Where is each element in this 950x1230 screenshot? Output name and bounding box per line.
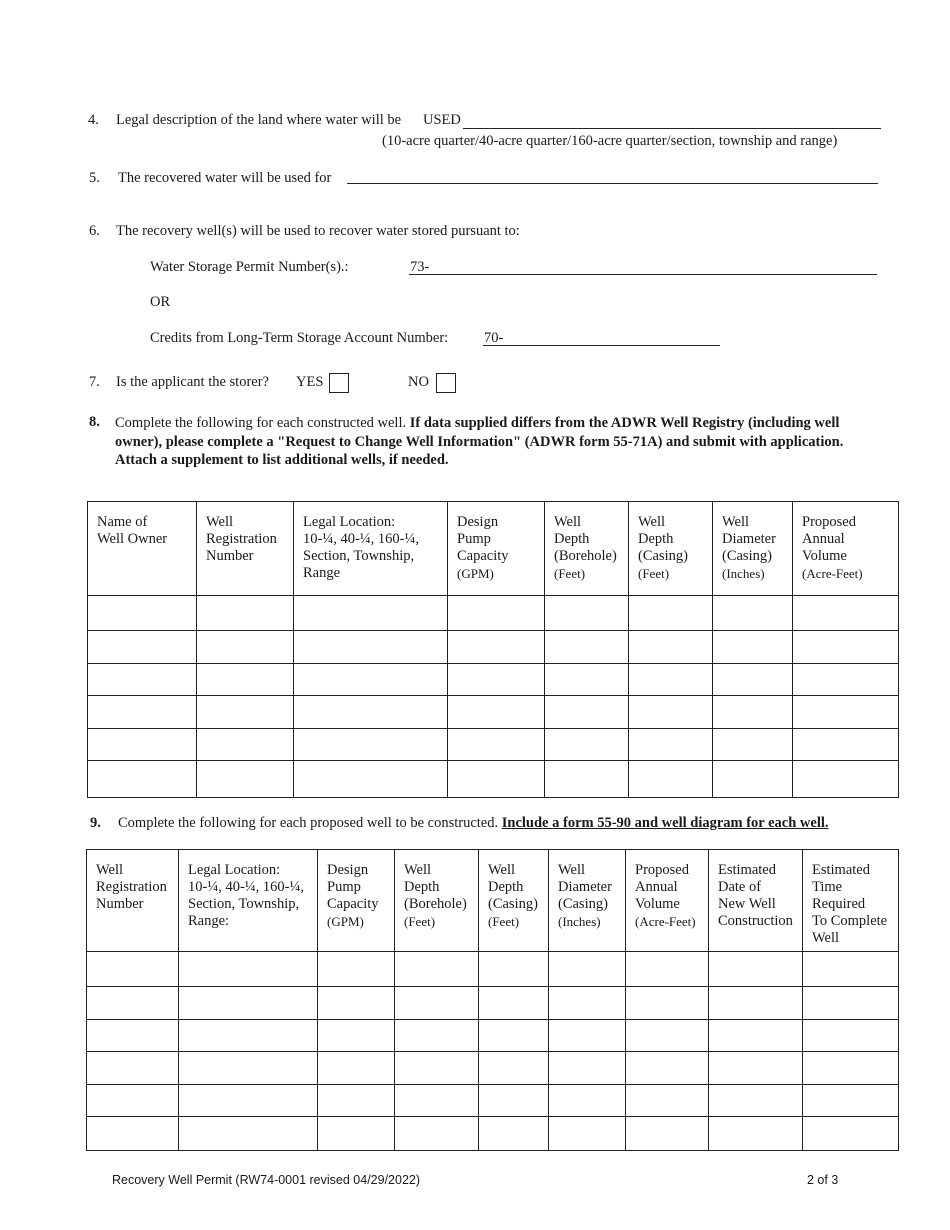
table-cell-input[interactable]	[479, 987, 549, 1020]
column-header	[197, 502, 294, 596]
table-cell-input[interactable]	[395, 1052, 479, 1085]
column-header-unit: (GPM)	[327, 914, 364, 929]
table-cell-input[interactable]	[549, 1020, 626, 1052]
table-row	[87, 1085, 899, 1117]
table-cell-input[interactable]	[545, 664, 629, 696]
column-header	[179, 850, 318, 952]
yes-checkbox[interactable]	[329, 373, 349, 393]
table-cell-input[interactable]	[479, 1085, 549, 1117]
column-header-label: Legal Location: 10-¼, 40-¼, 160-¼, Section, Township, Range:	[188, 862, 304, 929]
table-row	[88, 761, 899, 798]
table-cell-input[interactable]	[793, 664, 899, 696]
table-cell-input[interactable]	[803, 1052, 899, 1085]
column-header	[318, 850, 395, 952]
table-cell-input[interactable]	[197, 664, 294, 696]
table-cell-input[interactable]	[88, 696, 197, 729]
column-header	[545, 502, 629, 596]
column-header	[629, 502, 713, 596]
table-cell-input[interactable]	[549, 952, 626, 987]
table-cell-input[interactable]	[709, 1085, 803, 1117]
proposed-wells-table	[86, 849, 899, 1151]
table-cell-input[interactable]	[179, 1020, 318, 1052]
column-header-unit: (Feet)	[404, 914, 436, 929]
column-header	[87, 850, 179, 952]
table-cell-input[interactable]	[709, 987, 803, 1020]
table-cell-input[interactable]	[88, 729, 197, 761]
table-cell-input[interactable]	[87, 1020, 179, 1052]
column-header	[793, 502, 899, 596]
table-cell-input[interactable]	[545, 631, 629, 664]
q5-number: 5.	[89, 170, 100, 186]
table-cell-input[interactable]	[713, 596, 793, 631]
table-cell-input[interactable]	[713, 631, 793, 664]
column-header	[448, 502, 545, 596]
table-cell-input[interactable]	[629, 664, 713, 696]
constructed-wells-table	[87, 501, 899, 798]
table-row	[87, 987, 899, 1020]
table-cell-input[interactable]	[709, 1020, 803, 1052]
table-cell-input[interactable]	[545, 696, 629, 729]
table-cell-input[interactable]	[294, 631, 448, 664]
table-cell-input[interactable]	[179, 1117, 318, 1151]
table-cell-input[interactable]	[626, 1085, 709, 1117]
column-header-unit: (Acre-Feet)	[802, 566, 863, 581]
table-cell-input[interactable]	[629, 696, 713, 729]
table-cell-input[interactable]	[545, 596, 629, 631]
column-header-unit: (Acre-Feet)	[635, 914, 696, 929]
table-cell-input[interactable]	[395, 1117, 479, 1151]
column-header	[479, 850, 549, 952]
table-cell-input[interactable]	[549, 987, 626, 1020]
table-cell-input[interactable]	[448, 729, 545, 761]
no-label: NO	[408, 374, 429, 390]
q9-instructions	[118, 815, 829, 832]
table-cell-input[interactable]	[197, 761, 294, 798]
table-cell-input[interactable]	[713, 761, 793, 798]
table-cell-input[interactable]	[395, 987, 479, 1020]
table-cell-input[interactable]	[179, 952, 318, 987]
table-cell-input[interactable]	[197, 696, 294, 729]
table-cell-input[interactable]	[629, 631, 713, 664]
table-cell-input[interactable]	[713, 729, 793, 761]
table-row	[87, 1117, 899, 1151]
or-text: OR	[150, 294, 171, 310]
q9-text-bold: Include a form 55-90 and well diagram for each well.	[501, 815, 829, 831]
table-cell-input[interactable]	[793, 596, 899, 631]
table-cell-input[interactable]	[88, 596, 197, 631]
table-cell-input[interactable]	[629, 761, 713, 798]
table-cell-input[interactable]	[318, 1117, 395, 1151]
q6-number: 6.	[89, 223, 100, 239]
table-cell-input[interactable]	[87, 952, 179, 987]
table-cell-input[interactable]	[87, 987, 179, 1020]
footer-page-number: 2 of 3	[807, 1173, 839, 1187]
column-header	[294, 502, 448, 596]
table-cell-input[interactable]	[318, 1020, 395, 1052]
table-cell-input[interactable]	[318, 952, 395, 987]
column-header-label: Legal Location: 10-¼, 40-¼, 160-¼, Section, Township, Range	[303, 514, 419, 581]
credits-account-label: Credits from Long-Term Storage Account Number:	[150, 330, 449, 346]
column-header-unit: (Feet)	[488, 914, 520, 929]
column-header-label: Name of Well Owner	[97, 514, 168, 547]
table-cell-input[interactable]	[395, 1085, 479, 1117]
column-header	[709, 850, 803, 952]
table-cell-input[interactable]	[318, 1085, 395, 1117]
table-row	[88, 596, 899, 631]
table-cell-input[interactable]	[709, 1117, 803, 1151]
table-cell-input[interactable]	[626, 1117, 709, 1151]
table-cell-input[interactable]	[87, 1052, 179, 1085]
column-header-label: Well Registration Number	[96, 862, 167, 912]
q6-label: The recovery well(s) will be used to recover water stored pursuant to:	[116, 223, 520, 239]
column-header-label: Proposed Annual Volume	[635, 862, 689, 912]
column-header-unit: (Feet)	[638, 566, 670, 581]
column-header	[88, 502, 197, 596]
column-header	[626, 850, 709, 952]
table-cell-input[interactable]	[197, 596, 294, 631]
q7-label: Is the applicant the storer?	[116, 374, 269, 390]
yes-label: YES	[296, 374, 324, 390]
permit-number-label: Water Storage Permit Number(s).:	[150, 259, 349, 275]
table-cell-input[interactable]	[709, 1052, 803, 1085]
column-header-unit: (Feet)	[554, 566, 586, 581]
column-header-label: Well Depth (Borehole)	[404, 862, 467, 912]
table-row	[88, 664, 899, 696]
q9-number: 9.	[90, 815, 101, 831]
q8-instructions	[115, 414, 875, 470]
footer-form-id: Recovery Well Permit (RW74-0001 revised 04/29/2022)	[112, 1173, 421, 1187]
table-row	[87, 952, 899, 987]
table-cell-input[interactable]	[793, 761, 899, 798]
table-cell-input[interactable]	[803, 952, 899, 987]
table-cell-input[interactable]	[87, 1117, 179, 1151]
table-header-row	[87, 850, 899, 952]
table-cell-input[interactable]	[318, 1052, 395, 1085]
table-cell-input[interactable]	[88, 664, 197, 696]
column-header-label: Well Diameter (Casing)	[558, 862, 612, 912]
table-cell-input[interactable]	[803, 1020, 899, 1052]
no-checkbox[interactable]	[436, 373, 456, 393]
table-cell-input[interactable]	[626, 1020, 709, 1052]
table-cell-input[interactable]	[88, 631, 197, 664]
column-header	[395, 850, 479, 952]
table-cell-input[interactable]	[179, 1085, 318, 1117]
column-header-label: Well Depth (Borehole)	[554, 514, 617, 564]
column-header-label: Design Pump Capacity	[327, 862, 379, 912]
column-header	[713, 502, 793, 596]
table-row	[88, 729, 899, 761]
table-cell-input[interactable]	[395, 1020, 479, 1052]
table-cell-input[interactable]	[294, 664, 448, 696]
column-header-label: Proposed Annual Volume	[802, 514, 856, 564]
column-header-label: Design Pump Capacity	[457, 514, 509, 564]
column-header-label: Well Depth (Casing)	[488, 862, 538, 912]
column-header	[549, 850, 626, 952]
q9-text-plain: Complete the following for each proposed well to be constructed.	[118, 815, 502, 831]
table-cell-input[interactable]	[479, 1117, 549, 1151]
table-cell-input[interactable]	[448, 631, 545, 664]
table-cell-input[interactable]	[395, 952, 479, 987]
table-cell-input[interactable]	[448, 596, 545, 631]
table-cell-input[interactable]	[179, 987, 318, 1020]
column-header	[803, 850, 899, 952]
q5-label: The recovered water will be used for	[118, 170, 332, 186]
credits-account-field[interactable]	[483, 345, 720, 346]
table-cell-input[interactable]	[713, 696, 793, 729]
q4-hint: (10-acre quarter/40-acre quarter/160-acre quarter/section, township and range)	[382, 133, 838, 149]
table-cell-input[interactable]	[294, 761, 448, 798]
table-cell-input[interactable]	[87, 1085, 179, 1117]
table-cell-input[interactable]	[294, 596, 448, 631]
table-cell-input[interactable]	[803, 1117, 899, 1151]
table-cell-input[interactable]	[713, 664, 793, 696]
table-cell-input[interactable]	[793, 696, 899, 729]
table-cell-input[interactable]	[549, 1117, 626, 1151]
q5-water-use-field[interactable]	[347, 183, 878, 184]
q4-number: 4.	[88, 112, 99, 128]
table-cell-input[interactable]	[197, 729, 294, 761]
table-cell-input[interactable]	[803, 987, 899, 1020]
permit-number-field[interactable]	[409, 274, 877, 275]
table-cell-input[interactable]	[549, 1085, 626, 1117]
table-cell-input[interactable]	[629, 596, 713, 631]
table-cell-input[interactable]	[626, 987, 709, 1020]
table-cell-input[interactable]	[545, 761, 629, 798]
table-row	[88, 631, 899, 664]
column-header-label: Estimated Time Required To Complete Well	[812, 862, 888, 946]
table-cell-input[interactable]	[448, 761, 545, 798]
q4-legal-description-field[interactable]	[463, 128, 881, 129]
table-cell-input[interactable]	[294, 696, 448, 729]
table-cell-input[interactable]	[545, 729, 629, 761]
q4-used-word: USED	[423, 112, 461, 128]
table-cell-input[interactable]	[549, 1052, 626, 1085]
table-cell-input[interactable]	[629, 729, 713, 761]
column-header-unit: (Inches)	[558, 914, 601, 929]
table-header-row	[88, 502, 899, 596]
table-cell-input[interactable]	[626, 1052, 709, 1085]
q8-text-bold: If data supplied differs from the ADWR Well Registry (including well owner), please complete a "Request to Change Well Information" (ADWR form 55-71A) and submit with application. Attach a supplement to list additional wells, if needed.	[115, 415, 844, 468]
table-cell-input[interactable]	[709, 952, 803, 987]
table-cell-input[interactable]	[803, 1085, 899, 1117]
table-cell-input[interactable]	[793, 631, 899, 664]
q4-label: Legal description of the land where water will be	[116, 112, 402, 128]
column-header-label: Estimated Date of New Well Construction	[718, 862, 793, 929]
table-cell-input[interactable]	[626, 952, 709, 987]
column-header-label: Well Depth (Casing)	[638, 514, 688, 564]
column-header-label: Well Registration Number	[206, 514, 277, 564]
table-cell-input[interactable]	[179, 1052, 318, 1085]
table-row	[87, 1020, 899, 1052]
table-cell-input[interactable]	[479, 952, 549, 987]
table-cell-input[interactable]	[88, 761, 197, 798]
table-cell-input[interactable]	[197, 631, 294, 664]
q8-number: 8.	[89, 414, 100, 430]
table-cell-input[interactable]	[294, 729, 448, 761]
table-cell-input[interactable]	[448, 696, 545, 729]
table-cell-input[interactable]	[479, 1020, 549, 1052]
column-header-unit: (Inches)	[722, 566, 765, 581]
credits-account-prefix: 70-	[484, 330, 504, 346]
column-header-unit: (GPM)	[457, 566, 494, 581]
q7-number: 7.	[89, 374, 100, 390]
q8-text-plain: Complete the following for each constructed well.	[115, 415, 410, 431]
table-cell-input[interactable]	[448, 664, 545, 696]
table-cell-input[interactable]	[479, 1052, 549, 1085]
table-row	[87, 1052, 899, 1085]
table-cell-input[interactable]	[793, 729, 899, 761]
column-header-label: Well Diameter (Casing)	[722, 514, 776, 564]
table-row	[88, 696, 899, 729]
permit-number-prefix: 73-	[410, 259, 430, 275]
table-cell-input[interactable]	[318, 987, 395, 1020]
